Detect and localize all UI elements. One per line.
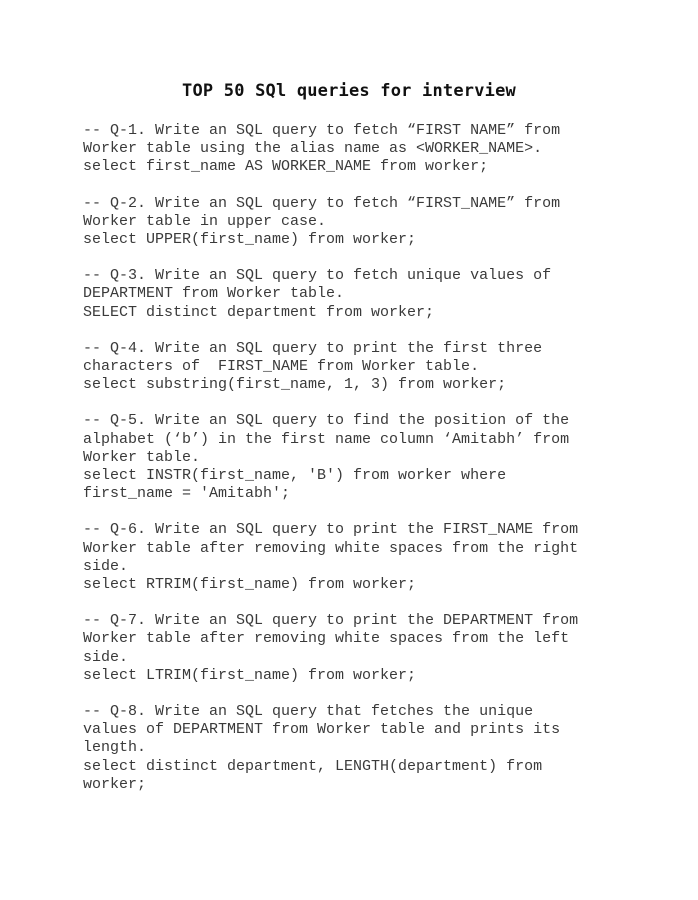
query-code: select RTRIM(first_name) from worker;	[83, 576, 417, 594]
question-text: characters of FIRST_NAME from Worker table.	[83, 358, 480, 376]
question-block-6	[83, 521, 643, 594]
question-text: side.	[83, 648, 129, 666]
question-text: -- Q-6. Write an SQL query to print the FIRST_NAME from	[83, 521, 579, 539]
question-text: -- Q-4. Write an SQL query to print the first three	[83, 339, 543, 357]
question-text: -- Q-5. Write an SQL query to find the position of the	[83, 412, 570, 430]
query-code: first_name = 'Amitabh';	[83, 485, 291, 503]
question-block-2	[83, 195, 643, 250]
question-text: Worker table after removing white spaces from the left	[83, 630, 570, 648]
question-text: Worker table using the alias name as <WORKER_NAME>.	[83, 140, 543, 158]
query-code: select first_name AS WORKER_NAME from worker;	[83, 158, 489, 176]
query-code: select substring(first_name, 1, 3) from worker;	[83, 376, 507, 394]
query-code: SELECT distinct department from worker;	[83, 303, 435, 321]
question-block-1	[83, 122, 643, 177]
query-code: select UPPER(first_name) from worker;	[83, 231, 417, 249]
question-block-3	[83, 267, 643, 322]
question-text: DEPARTMENT from Worker table.	[83, 285, 345, 303]
question-text: Worker table in upper case.	[83, 212, 327, 230]
question-text: values of DEPARTMENT from Worker table and prints its	[83, 721, 561, 739]
query-code: select INSTR(first_name, 'B') from worker where	[83, 467, 507, 485]
query-code: select distinct department, LENGTH(department) from	[83, 757, 543, 775]
query-code: worker;	[83, 775, 147, 793]
question-text: length.	[83, 739, 147, 757]
question-text: side.	[83, 557, 129, 575]
question-list	[83, 122, 643, 812]
question-text: -- Q-3. Write an SQL query to fetch unique values of	[83, 267, 552, 285]
question-text: -- Q-2. Write an SQL query to fetch “FIRST_NAME” from	[83, 194, 561, 212]
question-text: -- Q-8. Write an SQL query that fetches the unique	[83, 703, 534, 721]
query-code: select LTRIM(first_name) from worker;	[83, 666, 417, 684]
question-block-5	[83, 412, 643, 503]
question-text: Worker table after removing white spaces from the right	[83, 539, 579, 557]
question-block-4	[83, 340, 643, 395]
document-title: TOP 50 SQl queries for interview	[182, 81, 516, 101]
question-block-7	[83, 612, 643, 685]
question-block-8	[83, 703, 643, 794]
question-text: -- Q-7. Write an SQL query to print the DEPARTMENT from	[83, 612, 579, 630]
question-text: alphabet (‘b’) in the first name column ‘Amitabh’ from	[83, 430, 570, 448]
question-text: -- Q-1. Write an SQL query to fetch “FIRST NAME” from	[83, 122, 561, 139]
question-text: Worker table.	[83, 448, 201, 466]
